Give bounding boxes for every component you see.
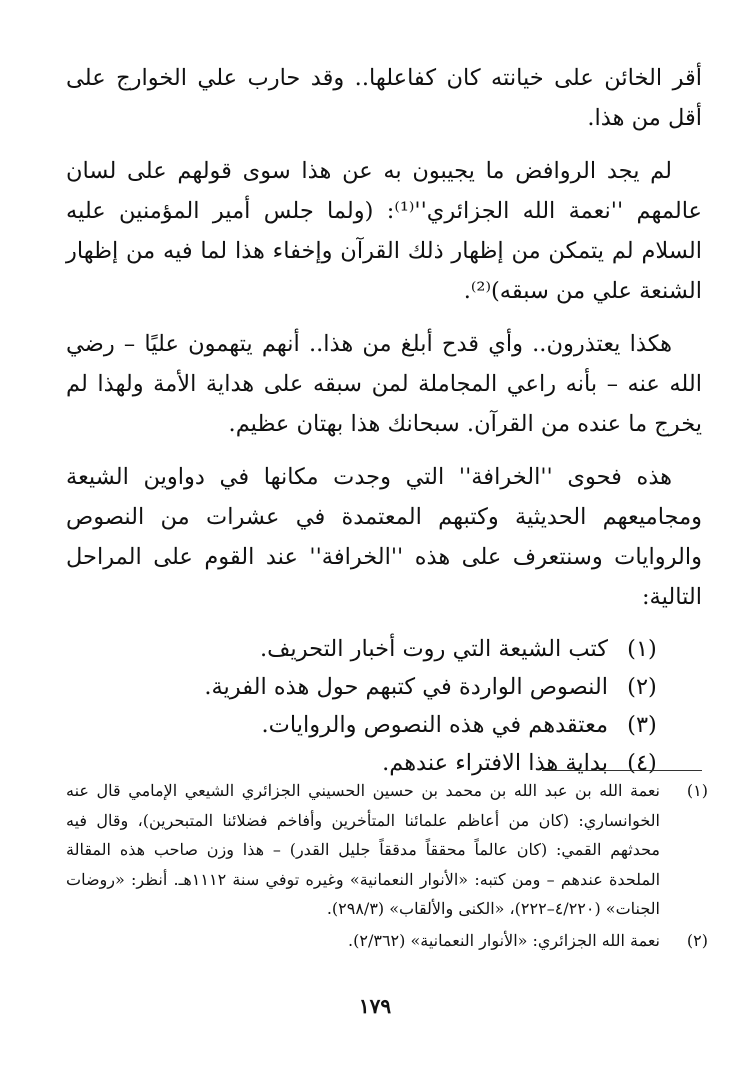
footnote-1 [66,776,708,924]
footnote-number: (١) [686,781,708,800]
list-item-number: (٣) [627,712,657,738]
footnote-separator [542,770,702,771]
paragraph-2: لم يجد الروافض ما يجيبون به عن هذا سوى قولهم على لسان عالمهم ''نعمة الله الجزائري''⁽¹⁾: (ولما جلس أمير المؤمنين عليه السلام لم يتمكن من إظهار ذلك القرآن وإخفاء هذا لما فيه من إظهار الشنعة علي من سبقه)⁽²⁾. [66,158,702,304]
paragraph-1: أقر الخائن على خيانته كان كفاعلها.. وقد حارب علي الخوارج على أقل من هذا. [66,65,702,131]
footnote-text: نعمة الله الجزائري: «الأنوار النعمانية» (٢/٣٦٢). [348,930,660,950]
paragraph-3: هكذا يعتذرون.. وأي قدح أبلغ من هذا.. أنهم يتهمون عليًا – رضي الله عنه – بأنه راعي المجاملة لمن سبقه على هداية الأمة ولهذا لم يخرج ما عنده من القرآن. سبحانك هذا بهتان عظيم. [66,331,702,437]
main-text [66,58,702,782]
list-item [66,668,662,706]
list-item-text: معتقدهم في هذه النصوص والروايات. [261,712,608,738]
footnote-2 [66,926,708,956]
footnotes [66,776,708,957]
list-item-text: النصوص الواردة في كتبهم حول هذه الفرية. [204,674,608,700]
list-item-text: بداية هذا الافتراء عندهم. [382,750,608,776]
list-item-number: (١) [627,636,657,662]
list-item-number: (٤) [627,750,657,776]
list-item-number: (٢) [627,674,657,700]
paragraph-4: هذه فحوى ''الخرافة'' التي وجدت مكانها في دواوين الشيعة ومجاميعهم الحديثية وكتبهم المعتمدة في عشرات من النصوص والروايات وسنتعرف على هذه ''الخرافة'' عند القوم على المراحل التالية: [66,464,702,610]
footnote-number: (٢) [686,930,708,950]
page-number: ١٧٩ [358,994,392,1018]
list-item [66,630,662,668]
list-item-text: كتب الشيعة التي روت أخبار التحريف. [259,636,608,662]
stages-list [66,630,702,782]
list-item [66,706,662,744]
footnote-text: نعمة الله بن عبد الله بن محمد بن حسين الحسيني الجزائري الشيعي الإمامي قال عنه الخوانساري: (كان من أعاظم علمائنا المتأخرين وأفاخم فضلائنا المتبحرين)، وقال فيه محدثهم القمي: (كان عالماً محققاً مدققاً جليل القدر) – هذا وزن صاحب هذه المقالة الملحدة عندهم – ومن كتبه: «الأنوار النعمانية» وغيره توفي سنة ١١١٢هـ. أنظر: «روضات الجنات» (٤/٢٢٠–٢٢٢)، «الكنى والألقاب» (٢٩٨/٣). [66,781,661,918]
